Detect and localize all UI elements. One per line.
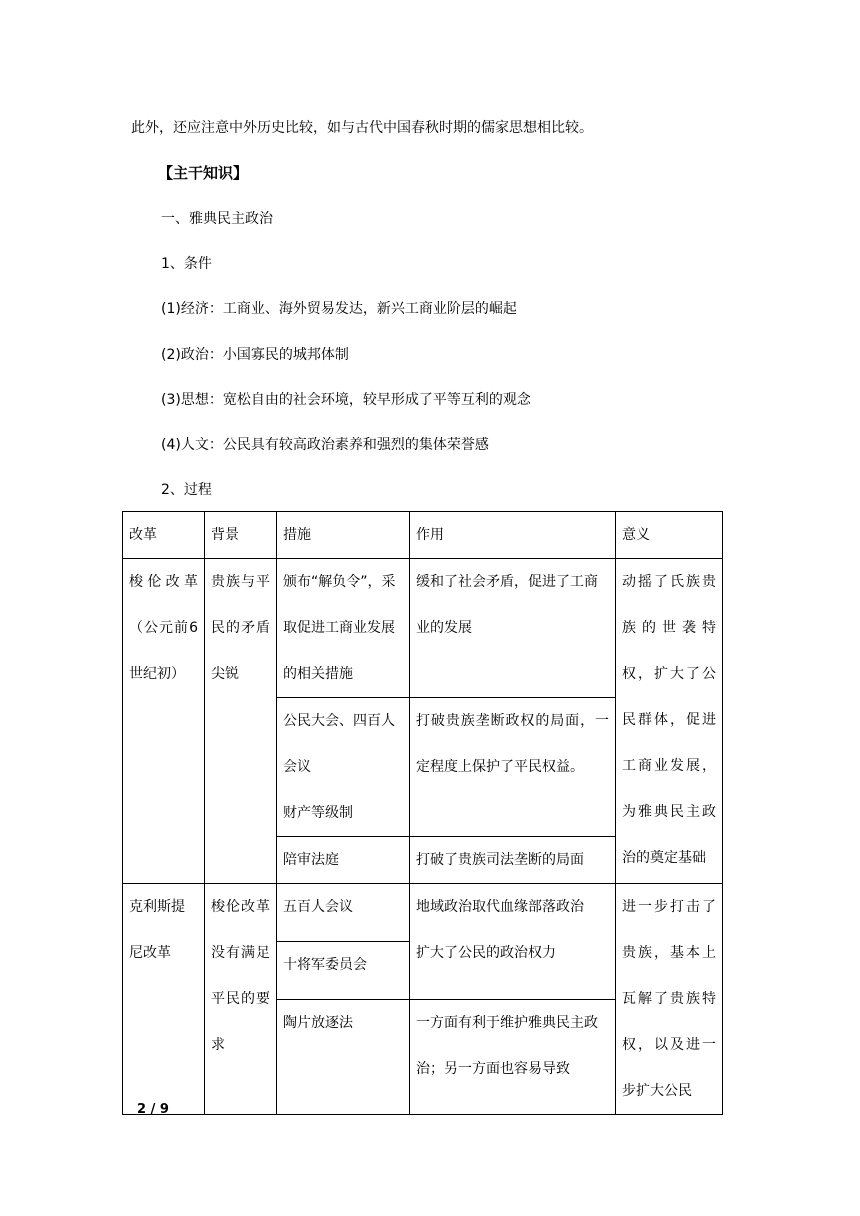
solon-measure-2 [277,698,410,837]
cleisthenes-reform-name: 克利斯提尼改革 [123,884,205,1115]
cleisthenes-measure-1: 五百人会议 [277,884,410,942]
cleisthenes-background: 梭伦改革没有满足平民的要求 [205,884,277,1115]
solon-effect-2: 打破贵族垄断政权的局面，一定程度上保护了平民权益。 [410,698,616,837]
header-reform: 改革 [123,512,205,559]
solon-measure-1: 颁布“解负令”，采取促进工商业发展的相关措施 [277,559,410,698]
conditions-title: 1、条件 [161,256,212,272]
condition-thought: (3)思想：宽松自由的社会环境，较早形成了平等互利的观念 [161,392,531,408]
condition-politics: (2)政治：小国寡民的城邦体制 [161,347,349,363]
page-number: 2 / 9 [137,1102,169,1117]
header-background: 背景 [205,512,277,559]
part-title: 一、雅典民主政治 [161,211,273,227]
cleisthenes-effect-1-2 [410,884,616,1000]
solon-measure-3: 陪审法庭 [277,837,410,884]
cleisthenes-effect-1: 地域政治取代血缘部落政治 [416,899,584,915]
reform-table [122,511,723,1115]
cleisthenes-effect-2: 扩大了公民的政治权力 [416,945,556,961]
cleisthenes-measure-2: 十将军委员会 [277,942,410,1000]
cleisthenes-measure-3: 陶片放逐法 [277,1000,410,1115]
solon-measure-2a: 公民大会、四百人会议 [283,713,395,775]
solon-background: 贵族与平民的矛盾尖锐 [205,559,277,884]
cleisthenes-significance: 进一步打击了贵族，基本上瓦解了贵族特权，以及进一步扩大公民 [616,884,723,1115]
condition-culture: (4)人文：公民具有较高政治素养和强烈的集体荣誉感 [161,437,489,453]
table-header-row [123,512,723,559]
section-heading: 【主干知识】 [158,164,249,182]
header-measures: 措施 [277,512,410,559]
solon-measure-2b: 财产等级制 [283,805,353,821]
solon-effect-3: 打破了贵族司法垄断的局面 [410,837,616,884]
header-significance: 意义 [616,512,723,559]
table-row [123,884,723,942]
condition-economy: (1)经济：工商业、海外贸易发达，新兴工商业阶层的崛起 [161,301,517,317]
header-effect: 作用 [410,512,616,559]
solon-significance: 动摇了氏族贵族的世袭特权，扩大了公民群体，促进工商业发展，为雅典民主政治的奠定基础 [616,559,723,884]
intro-text: 此外，还应注意中外历史比较，如与古代中国春秋时期的儒家思想相比较。 [131,120,593,136]
solon-effect-1: 缓和了社会矛盾，促进了工商业的发展 [410,559,616,698]
solon-reform-name: 梭伦改革（公元前6世纪初） [123,559,205,884]
process-title: 2、过程 [161,482,212,498]
table-row [123,559,723,698]
cleisthenes-effect-3: 一方面有利于维护雅典民主政治；另一方面也容易导致 [410,1000,616,1115]
